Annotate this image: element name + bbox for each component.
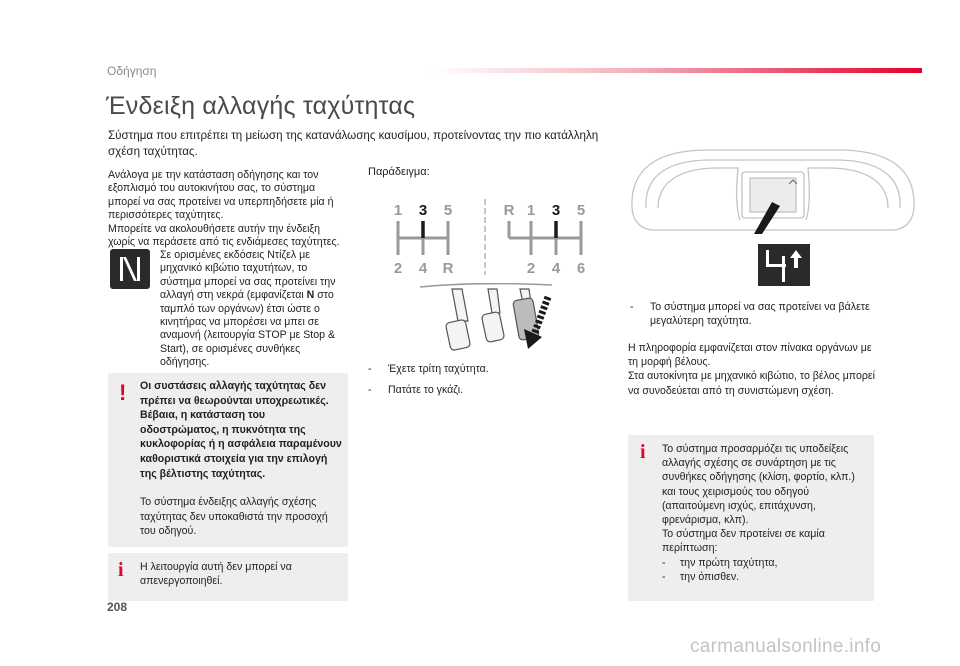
gear-label: R: [503, 202, 515, 219]
instrument-panel-illustration: [628, 148, 918, 234]
info-icon: i: [118, 559, 124, 581]
gear-label: 4: [551, 260, 561, 277]
example-label: Παράδειγμα:: [368, 166, 430, 178]
bullet-accelerate: Πατάτε το γκάζι.: [388, 384, 464, 396]
intro-text: [108, 169, 350, 249]
neutral-paragraph: [160, 249, 350, 370]
intro-paragraph-2: Μπορείτε να ακολουθήσετε αυτήν την ένδειξη χωρίς να περάσετε από τις ενδιάμεσες ταχύτητες.: [108, 222, 340, 249]
info-deactivation-text: Η λειτουργία αυτή δεν μπορεί να απενεργοποιηθεί.: [140, 561, 292, 587]
gear-label: 2: [526, 260, 536, 277]
neutral-gear-glyph: [110, 249, 150, 289]
shift-up-glyph: [758, 244, 810, 286]
section-label: Οδήγηση: [107, 64, 157, 78]
gear-label: 1: [393, 202, 403, 219]
arrow-info-text: [628, 341, 878, 398]
arrow-info-paragraph-1: Η πληροφορία εμφανίζεται στον πίνακα οργάνων με τη μορφή βέλους.: [628, 342, 872, 369]
intro-paragraph-1: Ανάλογα με την κατάσταση οδήγησης και τον εξοπλισμό του αυτοκινήτου σας, το σύστημα μπορεί να σας προτείνει να υπερπηδήσετε μία ή περισσότερες ταχύτητες.: [108, 169, 334, 222]
page-number: 208: [107, 600, 128, 614]
gear-shift-diagram: [380, 195, 600, 277]
pedals-illustration: [420, 283, 555, 353]
header-accent-bar: [430, 68, 922, 73]
adaptation-text: [662, 442, 868, 584]
gear-label: 1: [526, 202, 536, 219]
recommended-gear: 4: [784, 285, 785, 286]
neutral-text-2: στο ταμπλό των οργάνων) έτσι ώστε ο κινητήρας να μπορέσει να μπει σε αναμονή (λειτουργία STOP με Stop & Start), σε ορισμένες συνθήκες οδήγησης.: [160, 289, 336, 369]
neutral-letter: N: [306, 289, 315, 302]
bullet-third-gear: Έχετε τρίτη ταχύτητα.: [388, 363, 489, 375]
list-item-first-gear: την πρώτη ταχύτητα,: [680, 556, 778, 569]
page-title: Ένδειξη αλλαγής ταχύτητας: [106, 92, 416, 120]
bullet-upshift: Το σύστημα μπορεί να σας προτείνει να βάλετε μεγαλύτερη ταχύτητα.: [650, 301, 870, 328]
arrow-info-paragraph-2: Στα αυτοκίνητα με μηχανικό κιβώτιο, το βέλος μπορεί να συνοδεύεται από τη συνιστώμενη σχέση.: [628, 370, 875, 397]
adaptation-paragraph: Το σύστημα προσαρμόζει τις υποδείξεις αλλαγής σχέσης σε συνάρτηση με τις συνθήκες οδήγησης (κλίση, φορτίο, κλπ.) και τους χειρισμούς του οδηγού (απαιτούμενη ισχύς, επιτάχυνση, φρενάρισμα, κλπ).: [662, 443, 855, 527]
warning-icon: !: [119, 380, 127, 405]
bullet-dash: -: [630, 301, 634, 313]
gear-label: R: [442, 260, 454, 277]
adaptation-paragraph-2: Το σύστημα δεν προτείνει σε καμία περίπτωση:: [662, 528, 825, 555]
list-dash: -: [662, 556, 666, 569]
warning-normal-text: Το σύστημα ένδειξης αλλαγής σχέσης ταχύτητας δεν υποκαθιστά την προσοχή του οδηγού.: [140, 496, 328, 538]
info-icon: i: [640, 441, 646, 463]
gear-label: 5: [576, 202, 586, 219]
gear-label: 2: [393, 260, 403, 277]
bullet-dash: -: [368, 384, 372, 396]
gear-label-active: 3: [418, 202, 428, 219]
neutral-gear-icon: [110, 249, 150, 289]
watermark: carmanualsonline.info: [690, 636, 882, 657]
warning-bold-text: Οι συστάσεις αλλαγής ταχύτητας δεν πρέπει να θεωρούνται υποχρεωτικές. Βέβαια, η κατάσταση του οδοστρώματος, η πυκνότητα της κυκλοφορίας ή η ασφάλεια παραμένουν καθοριστικά στοιχεία για την επιλογή της βέλτιστης ταχύτητας.: [140, 380, 342, 480]
page-subtitle: Σύστημα που επιτρέπει τη μείωση της κατανάλωσης καυσίμου, προτείνοντας την πιο κατάλληλη σχέση ταχύτητας.: [108, 129, 599, 158]
bullet-dash: -: [368, 363, 372, 375]
list-dash: -: [662, 570, 666, 583]
gear-label: 4: [418, 260, 428, 277]
list-item-reverse: την όπισθεν.: [680, 570, 740, 583]
list-item: [662, 570, 868, 584]
list-item: [662, 556, 868, 570]
neutral-text-1: Σε ορισμένες εκδόσεις Ντίζελ με μηχανικό κιβώτιο ταχυτήτων, το σύστημα μπορεί να σας προτείνει την αλλαγή στη νεκρά (εμφανίζεται: [160, 249, 336, 302]
gear-label-active: 3: [551, 202, 561, 219]
gear-label: 6: [576, 260, 586, 277]
gear-label: 5: [443, 202, 453, 219]
neutral-icon-letter: N: [130, 287, 131, 288]
shift-up-display: [758, 244, 810, 286]
